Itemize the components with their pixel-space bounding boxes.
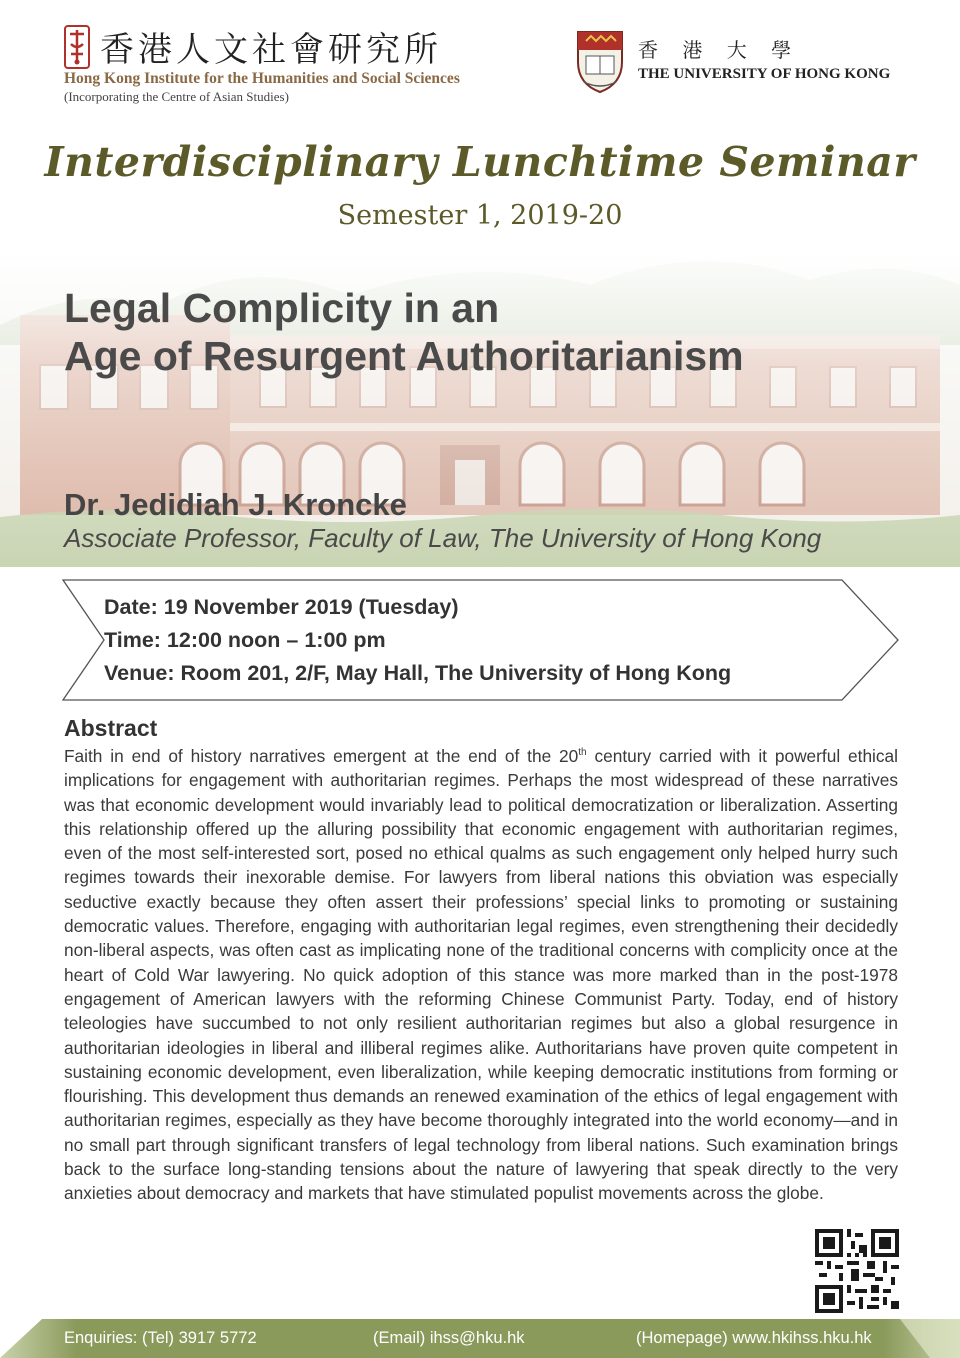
hkihss-logo xyxy=(62,22,522,104)
talk-title-line-1: Legal Complicity in an xyxy=(64,285,500,331)
enquiries-phone: Enquiries: (Tel) 3917 5772 xyxy=(64,1329,257,1347)
abstract-superscript: th xyxy=(578,747,587,759)
university-name-chinese: 香 港 大 學 xyxy=(638,38,801,62)
homepage-link[interactable]: (Homepage) www.hkihss.hku.hk xyxy=(636,1329,872,1347)
event-venue: Venue: Room 201, 2/F, May Hall, The University of Hong Kong xyxy=(104,661,732,685)
event-time: Time: 12:00 noon – 1:00 pm xyxy=(104,628,386,652)
semester-label: Semester 1, 2019-20 xyxy=(337,200,623,231)
abstract-text-start: Faith in end of history narratives emergent at the end of the 20 xyxy=(64,746,579,766)
university-name-english: THE UNIVERSITY OF HONG KONG xyxy=(638,66,891,82)
hku-logo xyxy=(574,28,904,98)
footer-bar xyxy=(0,1319,960,1358)
hku-crest-icon xyxy=(574,28,626,94)
event-date: Date: 19 November 2019 (Tuesday) xyxy=(104,595,459,619)
talk-title xyxy=(64,284,744,380)
institute-seal-icon xyxy=(62,24,92,70)
abstract-heading: Abstract xyxy=(64,715,158,741)
speaker-name: Dr. Jedidiah J. Kroncke xyxy=(64,487,407,522)
qr-code-icon xyxy=(815,1229,899,1313)
talk-title-line-2: Age of Resurgent Authoritarianism xyxy=(64,333,744,379)
abstract-body xyxy=(64,744,898,1206)
series-title: Interdisciplinary Lunchtime Seminar xyxy=(44,138,916,186)
enquiries-email[interactable]: (Email) ihss@hku.hk xyxy=(373,1329,525,1347)
abstract-text-rest: century carried with it powerful ethical implications for engagement with authoritarian regimes. Perhaps the most widespread of these narratives was that economic development would invariably lead to political democratization or liberalization. Asserting this relationship offered up the alluring possibility that economic engagement with authoritarian regimes, even of the most self-interested sort, posed no ethical qualms as such engagement only helped hurry such regimes towards their inexorable demise. For lawyers from liberal nations this obviation was especially seductive exactly because they often assert their professions’ special links to promoting or sustaining democratic values. Therefore, engaging with authoritarian legal regimes, even strengthening their decidedly non-liberal aspects, was often cast as implicating none of the traditional concerns with complicity once at the heart of Cold War lawyering. No quick adoption of this stance was more marked than in the post-1978 engagement of American lawyers with the reforming Chinese Communist Party. Today, end of history teleologies have succumbed to not only resilient authoritarian regimes but also a global resurgence in authoritarian ideologies in liberal and illiberal regimes alike. Authoritarians have proven quite competent in sustaining economic development, even liberalization, while keeping democratic institutions from forming or flourishing. This development thus demands an renewed examination of the ethics of legal engagement with authoritarian regimes, especially as they have become thoroughly integrated into the world economy—and in no small part through significant transfers of legal technology from liberal nations. Such examination brings back to the surface long-standing tensions about the nature of lawyering that speak directly to the very anxieties about democracy and markets that have stimulated populist movements across the globe. xyxy=(64,746,898,1204)
institute-name-chinese: 香港人文社會研究所 xyxy=(100,30,442,70)
event-details-box xyxy=(62,579,900,701)
institute-subtitle: (Incorporating the Centre of Asian Studies) xyxy=(64,89,289,104)
speaker-title: Associate Professor, Faculty of Law, The University of Hong Kong xyxy=(64,523,822,553)
institute-name-english: Hong Kong Institute for the Humanities and Social Sciences xyxy=(64,70,460,87)
